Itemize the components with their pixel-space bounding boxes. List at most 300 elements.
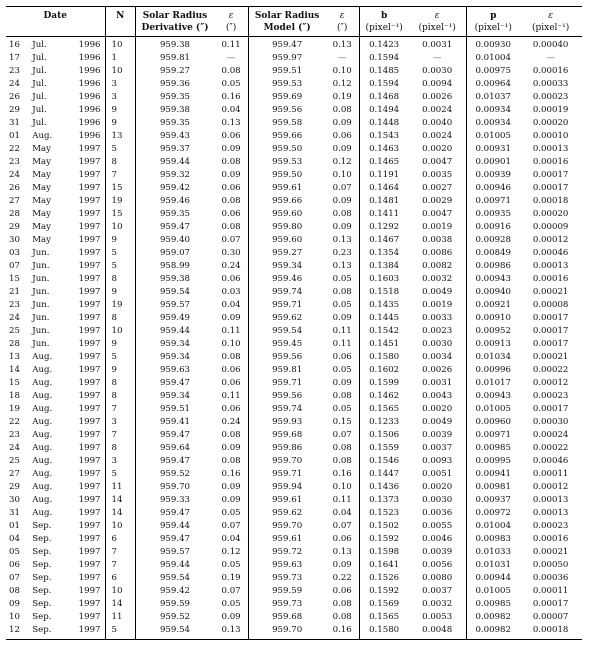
month-cell: May <box>32 144 52 154</box>
epsilon-cell: 0.00017 <box>532 313 569 323</box>
b-cell: 0.1546 <box>360 455 409 468</box>
epsilon-cell: 0.08 <box>221 66 241 76</box>
day-cell: 30 <box>9 495 20 505</box>
epsilon-cell: 0.0033 <box>422 313 453 323</box>
n-cell: 8 <box>105 442 135 455</box>
epsilon-cell: 0.09 <box>221 144 241 154</box>
year-cell: 1997 <box>78 378 101 388</box>
epsilon-cell: 0.08 <box>332 443 352 453</box>
epsilon-cell: 0.0080 <box>422 573 453 583</box>
n-cell: 14 <box>105 598 135 611</box>
solar-radius-derivative-cell: 959.54 <box>135 572 214 585</box>
day-cell: 23 <box>9 430 20 440</box>
solar-radius-model-cell: 959.50 <box>249 169 326 182</box>
year-cell: 1996 <box>78 92 101 102</box>
epsilon-cell: 0.05 <box>221 79 241 89</box>
day-cell: 14 <box>9 365 20 375</box>
year-cell: 1996 <box>78 105 101 115</box>
epsilon-cell: 0.0019 <box>422 300 453 310</box>
solar-radius-model-cell: 959.51 <box>249 65 326 78</box>
table-row <box>6 533 582 546</box>
epsilon-cell: 0.16 <box>332 625 352 635</box>
epsilon-cell: 0.09 <box>221 170 241 180</box>
p-cell: 0.01034 <box>467 351 520 364</box>
epsilon-unit: (″) <box>225 23 237 33</box>
table-row <box>6 338 582 351</box>
epsilon-cell: 0.07 <box>221 235 241 245</box>
solar-radius-derivative-cell: 959.44 <box>135 559 214 572</box>
month-cell: Jun. <box>32 313 50 323</box>
b-cell: 0.1592 <box>360 533 409 546</box>
epsilon-cell: 0.08 <box>221 157 241 167</box>
year-cell: 1997 <box>78 417 101 427</box>
n-cell: 7 <box>105 403 135 416</box>
p-cell: 0.00985 <box>467 442 520 455</box>
epsilon-cell: 0.06 <box>221 404 241 414</box>
epsilon-cell: 0.04 <box>332 508 352 518</box>
n-cell: 9 <box>105 234 135 247</box>
year-cell: 1996 <box>78 79 101 89</box>
day-cell: 31 <box>9 118 20 128</box>
b-cell: 0.1559 <box>360 442 409 455</box>
solar-radius-model-cell: 959.56 <box>249 351 326 364</box>
p-cell: 0.00985 <box>467 598 520 611</box>
epsilon-cell: 0.09 <box>332 118 352 128</box>
year-cell: 1997 <box>78 157 101 167</box>
solar-radius-model-cell: 959.34 <box>249 260 326 273</box>
solar-radius-model-cell: 959.59 <box>249 585 326 598</box>
epsilon-cell: 0.00016 <box>532 157 569 167</box>
month-cell: Aug. <box>32 495 53 505</box>
solar-radius-derivative-cell: 959.57 <box>135 299 214 312</box>
solar-radius-model-cell: 959.66 <box>249 195 326 208</box>
epsilon-cell: 0.00010 <box>532 131 569 141</box>
solar-radius-derivative-cell: 959.44 <box>135 156 214 169</box>
epsilon-cell: 0.0030 <box>422 66 453 76</box>
epsilon-cell: 0.00033 <box>532 79 569 89</box>
b-cell: 0.1233 <box>360 416 409 429</box>
epsilon-cell: 0.0039 <box>422 430 453 440</box>
epsilon-cell: 0.30 <box>221 248 241 258</box>
month-cell: Aug. <box>32 443 53 453</box>
solar-radius-table <box>6 6 582 640</box>
b-cell: 0.1435 <box>360 299 409 312</box>
epsilon-cell: 0.05 <box>332 274 352 284</box>
epsilon-cell: 0.00016 <box>532 274 569 284</box>
solar-radius-derivative-cell: 959.47 <box>135 455 214 468</box>
epsilon-cell: 0.0055 <box>422 521 453 531</box>
solar-radius-derivative-cell: 959.37 <box>135 143 214 156</box>
table-row <box>6 182 582 195</box>
solar-radius-derivative-cell: 959.38 <box>135 104 214 117</box>
year-cell: 1997 <box>78 573 101 583</box>
epsilon-cell: 0.00012 <box>532 482 569 492</box>
p-cell: 0.00849 <box>467 247 520 260</box>
epsilon-cell: 0.00023 <box>532 391 569 401</box>
year-cell: 1997 <box>78 391 101 401</box>
epsilon-cell: 0.00012 <box>532 235 569 245</box>
epsilon-cell: 0.0043 <box>422 391 453 401</box>
month-cell: Aug. <box>32 365 53 375</box>
epsilon-cell: 0.0094 <box>422 79 453 89</box>
solar-radius-derivative-cell: 959.70 <box>135 481 214 494</box>
epsilon-cell: 0.0038 <box>422 235 453 245</box>
n-cell: 11 <box>105 611 135 624</box>
table-row <box>6 416 582 429</box>
table-row <box>6 299 582 312</box>
month-cell: May <box>32 196 52 206</box>
n-header: N <box>105 7 135 23</box>
n-cell: 8 <box>105 377 135 390</box>
epsilon-cell: 0.00017 <box>532 326 569 336</box>
year-cell: 1997 <box>78 456 101 466</box>
epsilon-cell: 0.12 <box>332 79 352 89</box>
solar-radius-derivative-cell: 959.47 <box>135 429 214 442</box>
solar-radius-model-header: Solar Radius <box>249 7 326 23</box>
epsilon-cell: 0.05 <box>332 300 352 310</box>
day-cell: 28 <box>9 209 20 219</box>
n-cell: 7 <box>105 169 135 182</box>
epsilon-cell: 0.08 <box>332 105 352 115</box>
table-row <box>6 572 582 585</box>
b-cell: 0.1565 <box>360 611 409 624</box>
b-cell: 0.1594 <box>360 78 409 91</box>
solar-radius-model-cell: 959.27 <box>249 247 326 260</box>
solar-radius-derivative-cell: 959.35 <box>135 91 214 104</box>
epsilon-cell: 0.0035 <box>422 170 453 180</box>
day-cell: 09 <box>9 599 20 609</box>
p-cell: 0.01005 <box>467 403 520 416</box>
day-cell: 22 <box>9 144 20 154</box>
epsilon-cell: 0.06 <box>221 274 241 284</box>
month-cell: Aug. <box>32 378 53 388</box>
p-cell: 0.01004 <box>467 52 520 65</box>
solar-radius-model-cell: 959.54 <box>249 325 326 338</box>
epsilon-cell: 0.08 <box>221 430 241 440</box>
p-cell: 0.01005 <box>467 585 520 598</box>
table-row <box>6 117 582 130</box>
day-cell: 23 <box>9 157 20 167</box>
b-cell: 0.1468 <box>360 91 409 104</box>
solar-radius-model-cell: 959.70 <box>249 455 326 468</box>
day-cell: 24 <box>9 443 20 453</box>
p-unit: (pixel⁻¹) <box>467 22 520 37</box>
month-cell: May <box>32 183 52 193</box>
day-cell: 05 <box>9 547 20 557</box>
b-cell: 0.1569 <box>360 598 409 611</box>
n-cell: 8 <box>105 273 135 286</box>
date-header: Date <box>43 11 68 21</box>
table-row <box>6 585 582 598</box>
epsilon-cell: 0.00008 <box>532 300 569 310</box>
month-cell: Sep. <box>32 521 52 531</box>
p-cell: 0.00971 <box>467 195 520 208</box>
n-cell: 19 <box>105 299 135 312</box>
epsilon-cell: 0.06 <box>221 183 241 193</box>
month-cell: Jun. <box>32 339 50 349</box>
n-cell: 9 <box>105 364 135 377</box>
p-cell: 0.00941 <box>467 468 520 481</box>
table-row <box>6 455 582 468</box>
epsilon-cell: 0.13 <box>332 40 352 50</box>
epsilon-cell: 0.11 <box>332 495 352 505</box>
epsilon-cell: 0.08 <box>332 456 352 466</box>
epsilon-cell: 0.09 <box>332 313 352 323</box>
table-row <box>6 169 582 182</box>
n-cell: 14 <box>105 507 135 520</box>
epsilon-cell: 0.11 <box>221 391 241 401</box>
table-row <box>6 481 582 494</box>
b-cell: 0.1603 <box>360 273 409 286</box>
p-cell: 0.00960 <box>467 416 520 429</box>
month-cell: Aug. <box>32 508 53 518</box>
epsilon-cell: 0.06 <box>221 131 241 141</box>
b-cell: 0.1423 <box>360 37 409 53</box>
epsilon-cell: 0.09 <box>221 313 241 323</box>
p-cell: 0.00928 <box>467 234 520 247</box>
epsilon-cell: 0.0024 <box>422 131 453 141</box>
b-cell: 0.1445 <box>360 312 409 325</box>
p-cell: 0.00901 <box>467 156 520 169</box>
solar-radius-model-cell: 959.61 <box>249 182 326 195</box>
epsilon-cell: 0.00050 <box>532 560 569 570</box>
p-cell: 0.00971 <box>467 429 520 442</box>
n-cell: 15 <box>105 182 135 195</box>
n-cell: 10 <box>105 221 135 234</box>
month-cell: Aug. <box>32 482 53 492</box>
epsilon-cell: 0.00020 <box>532 118 569 128</box>
n-cell: 5 <box>105 468 135 481</box>
solar-radius-derivative-cell: 959.64 <box>135 442 214 455</box>
day-cell: 26 <box>9 92 20 102</box>
epsilon-cell: 0.10 <box>332 170 352 180</box>
epsilon-cell: — <box>546 53 555 63</box>
month-cell: Jul. <box>32 92 47 102</box>
year-cell: 1997 <box>78 625 101 635</box>
day-cell: 28 <box>9 339 20 349</box>
epsilon-cell: 0.04 <box>221 300 241 310</box>
epsilon-cell: 0.00036 <box>532 573 569 583</box>
solar-radius-model-cell: 959.80 <box>249 221 326 234</box>
solar-radius-derivative-cell: 959.44 <box>135 520 214 533</box>
n-cell: 8 <box>105 312 135 325</box>
solar-radius-model-cell: 959.60 <box>249 234 326 247</box>
table-row <box>6 37 582 53</box>
epsilon-cell: 0.00011 <box>532 586 569 596</box>
solar-radius-model-cell: 959.62 <box>249 312 326 325</box>
n-cell: 6 <box>105 533 135 546</box>
day-cell: 07 <box>9 261 20 271</box>
table-row <box>6 364 582 377</box>
day-cell: 21 <box>9 287 20 297</box>
epsilon-cell: 0.05 <box>221 560 241 570</box>
epsilon-cell: 0.07 <box>332 183 352 193</box>
epsilon-cell: 0.22 <box>332 573 352 583</box>
p-cell: 0.00964 <box>467 78 520 91</box>
epsilon-cell: 0.00009 <box>532 222 569 232</box>
year-cell: 1997 <box>78 261 101 271</box>
p-cell: 0.00946 <box>467 182 520 195</box>
day-cell: 22 <box>9 417 20 427</box>
epsilon-cell: 0.0086 <box>422 248 453 258</box>
month-cell: Jun. <box>32 326 50 336</box>
table-row <box>6 468 582 481</box>
epsilon-cell: 0.0049 <box>422 287 453 297</box>
b-header: b <box>360 7 409 23</box>
epsilon-cell: 0.00017 <box>532 339 569 349</box>
solar-radius-model-cell: 959.60 <box>249 208 326 221</box>
epsilon-cell: 0.0029 <box>422 196 453 206</box>
year-cell: 1996 <box>78 53 101 63</box>
year-cell: 1996 <box>78 40 101 50</box>
day-cell: 12 <box>9 625 20 635</box>
epsilon-cell: 0.08 <box>332 287 352 297</box>
p-cell: 0.00986 <box>467 260 520 273</box>
month-cell: Sep. <box>32 547 52 557</box>
epsilon-cell: 0.00030 <box>532 417 569 427</box>
day-cell: 25 <box>9 326 20 336</box>
day-cell: 07 <box>9 573 20 583</box>
n-cell: 5 <box>105 247 135 260</box>
month-cell: Sep. <box>32 599 52 609</box>
solar-radius-model-cell: 959.53 <box>249 78 326 91</box>
table-row <box>6 130 582 143</box>
b-cell: 0.1485 <box>360 65 409 78</box>
table-row <box>6 598 582 611</box>
epsilon-cell: 0.13 <box>221 625 241 635</box>
table-row <box>6 273 582 286</box>
solar-radius-model-cell: 959.86 <box>249 442 326 455</box>
epsilon-cell: 0.0036 <box>422 508 453 518</box>
b-cell: 0.1373 <box>360 494 409 507</box>
epsilon-cell: 0.0027 <box>422 183 453 193</box>
table-row <box>6 429 582 442</box>
epsilon-cell: — <box>226 53 236 63</box>
solar-radius-derivative-cell: 959.43 <box>135 130 214 143</box>
month-cell: May <box>32 170 52 180</box>
table-row <box>6 221 582 234</box>
n-cell: 6 <box>105 572 135 585</box>
epsilon-cell: 0.00013 <box>532 261 569 271</box>
epsilon-cell: 0.0049 <box>422 417 453 427</box>
year-cell: 1997 <box>78 313 101 323</box>
solar-radius-derivative-cell: 959.36 <box>135 78 214 91</box>
epsilon-cell: 0.08 <box>221 196 241 206</box>
solar-radius-derivative-cell: 959.51 <box>135 403 214 416</box>
epsilon-cell: 0.07 <box>332 521 352 531</box>
n-cell: 1 <box>105 52 135 65</box>
epsilon-header: ε <box>434 11 440 21</box>
b-cell: 0.1463 <box>360 143 409 156</box>
epsilon-cell: 0.24 <box>221 417 241 427</box>
epsilon-cell: 0.09 <box>221 443 241 453</box>
n-cell: 9 <box>105 338 135 351</box>
epsilon-cell: 0.11 <box>332 326 352 336</box>
p-cell: 0.00913 <box>467 338 520 351</box>
n-cell: 9 <box>105 104 135 117</box>
epsilon-cell: 0.07 <box>221 586 241 596</box>
day-cell: 24 <box>9 79 20 89</box>
solar-radius-derivative-cell: 959.38 <box>135 273 214 286</box>
year-cell: 1997 <box>78 469 101 479</box>
epsilon-cell: 0.09 <box>332 378 352 388</box>
epsilon-cell: 0.0031 <box>422 40 453 50</box>
month-cell: May <box>32 157 52 167</box>
b-cell: 0.1467 <box>360 234 409 247</box>
p-cell: 0.00937 <box>467 494 520 507</box>
year-cell: 1997 <box>78 326 101 336</box>
epsilon-cell: 0.0020 <box>422 482 453 492</box>
year-cell: 1997 <box>78 222 101 232</box>
n-cell: 3 <box>105 78 135 91</box>
solar-radius-derivative-cell: 959.54 <box>135 624 214 640</box>
epsilon-cell: 0.04 <box>221 534 241 544</box>
year-cell: 1997 <box>78 547 101 557</box>
p-cell: 0.00931 <box>467 143 520 156</box>
solar-radius-model-cell: 959.68 <box>249 429 326 442</box>
n-cell: 10 <box>105 65 135 78</box>
epsilon-cell: 0.00007 <box>532 612 569 622</box>
epsilon-cell: 0.09 <box>221 482 241 492</box>
solar-radius-model-cell: 959.68 <box>249 611 326 624</box>
epsilon-cell: 0.00017 <box>532 599 569 609</box>
year-cell: 1997 <box>78 196 101 206</box>
table-row <box>6 377 582 390</box>
solar-radius-derivative-cell: 959.42 <box>135 585 214 598</box>
table-row <box>6 156 582 169</box>
epsilon-cell: 0.09 <box>221 612 241 622</box>
p-cell: 0.00943 <box>467 273 520 286</box>
epsilon-cell: 0.00021 <box>532 547 569 557</box>
b-cell: 0.1384 <box>360 260 409 273</box>
epsilon-cell: 0.00022 <box>532 443 569 453</box>
month-cell: Aug. <box>32 131 53 141</box>
solar-radius-model-cell: 959.73 <box>249 572 326 585</box>
table-row <box>6 65 582 78</box>
p-cell: 0.01033 <box>467 546 520 559</box>
epsilon-cell: 0.0034 <box>422 352 453 362</box>
p-cell: 0.00934 <box>467 117 520 130</box>
month-cell: Jun. <box>32 274 50 284</box>
n-cell: 5 <box>105 143 135 156</box>
p-cell: 0.00972 <box>467 507 520 520</box>
epsilon-unit: (pixel⁻¹) <box>418 23 456 33</box>
month-cell: Jul. <box>32 105 47 115</box>
epsilon-cell: 0.03 <box>221 287 241 297</box>
month-cell: Sep. <box>32 573 52 583</box>
b-cell: 0.1526 <box>360 572 409 585</box>
b-cell: 0.1354 <box>360 247 409 260</box>
b-cell: 0.1465 <box>360 156 409 169</box>
p-cell: 0.00930 <box>467 37 520 53</box>
p-cell: 0.00916 <box>467 221 520 234</box>
n-cell: 11 <box>105 481 135 494</box>
solar-radius-derivative-cell: 959.41 <box>135 416 214 429</box>
table-row <box>6 286 582 299</box>
epsilon-cell: 0.11 <box>221 40 241 50</box>
year-cell: 1997 <box>78 482 101 492</box>
epsilon-cell: 0.12 <box>332 157 352 167</box>
n-cell: 5 <box>105 351 135 364</box>
epsilon-cell: 0.00017 <box>532 404 569 414</box>
b-cell: 0.1447 <box>360 468 409 481</box>
b-cell: 0.1565 <box>360 403 409 416</box>
epsilon-cell: 0.0023 <box>422 326 453 336</box>
table-row <box>6 143 582 156</box>
solar-radius-derivative-cell: 959.27 <box>135 65 214 78</box>
epsilon-cell: 0.10 <box>332 66 352 76</box>
day-cell: 10 <box>9 612 20 622</box>
